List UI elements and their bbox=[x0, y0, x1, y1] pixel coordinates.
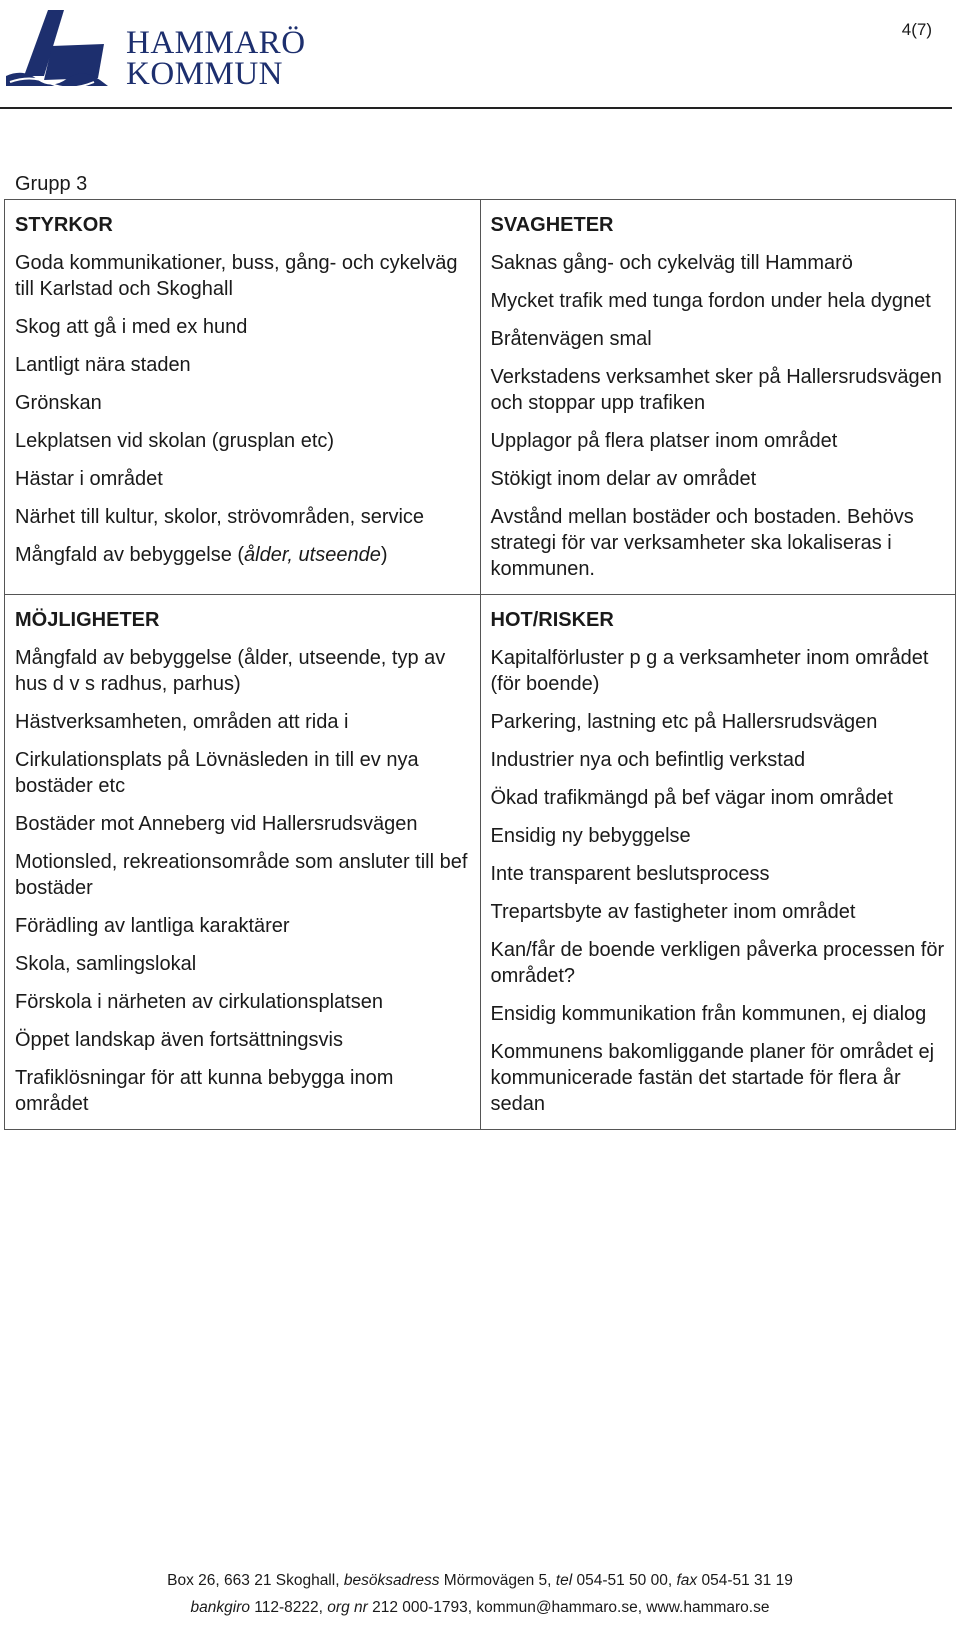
list-item: Parkering, lastning etc på Hallersrudsvägen bbox=[490, 711, 878, 733]
list-item: Verkstadens verksamhet sker på Hallersrudsvägen och stoppar upp trafiken bbox=[490, 366, 942, 414]
strengths-cell bbox=[5, 200, 481, 595]
list-item: Närhet till kultur, skolor, strövområden, service bbox=[15, 506, 425, 528]
list-item: Ökad trafikmängd på bef vägar inom området bbox=[490, 787, 893, 809]
footer-tel-value: 054-51 50 00, bbox=[576, 1572, 673, 1589]
footer-bankgiro-value: 112-8222, bbox=[254, 1599, 323, 1616]
item-italic: ålder, utseende bbox=[244, 544, 381, 566]
footer-bankgiro-label: bankgiro bbox=[190, 1599, 250, 1616]
footer-tel-label: tel bbox=[555, 1572, 573, 1589]
list-item: Mycket trafik med tunga fordon under hela dygnet bbox=[490, 290, 931, 312]
list-item: Trafiklösningar för att kunna bebygga inom området bbox=[15, 1067, 394, 1115]
footer-fax-label: fax bbox=[676, 1572, 698, 1589]
opportunities-cell bbox=[5, 595, 481, 1130]
logo-line-2: KOMMUN bbox=[126, 56, 284, 92]
list-item: Skola, samlingslokal bbox=[15, 953, 197, 975]
swot-table bbox=[4, 199, 956, 1130]
list-item: Kommunens bakomliggande planer för området ej kommunicerade fastän det startade för flera år sedan bbox=[490, 1041, 935, 1115]
list-item: Skog att gå i med ex hund bbox=[15, 316, 248, 338]
list-item: Lekplatsen vid skolan (grusplan etc) bbox=[15, 430, 335, 452]
list-item: Öppet landskap även fortsättningsvis bbox=[15, 1029, 343, 1051]
list-item: Förädling av lantliga karaktärer bbox=[15, 915, 290, 937]
list-item: Grönskan bbox=[15, 392, 102, 414]
weaknesses-cell bbox=[480, 200, 956, 595]
footer-org-value: 212 000-1793, kommun@hammaro.se, www.hammaro.se bbox=[372, 1599, 770, 1616]
footer-visit-label: besöksadress bbox=[343, 1572, 440, 1589]
footer-address-line bbox=[0, 1572, 960, 1590]
threats-cell bbox=[480, 595, 956, 1130]
weaknesses-heading: SVAGHETER bbox=[490, 214, 614, 236]
footer-org-label: org nr bbox=[327, 1599, 368, 1616]
list-item: Ensidig kommunikation från kommunen, ej dialog bbox=[490, 1003, 927, 1025]
header-divider bbox=[0, 107, 952, 109]
logo-mark-icon bbox=[4, 6, 124, 92]
footer-visit-value: Mörmovägen 5, bbox=[443, 1572, 552, 1589]
list-item: Cirkulationsplats på Lövnäsleden in till ev nya bostäder etc bbox=[15, 749, 419, 797]
list-item: Kapitalförluster p g a verksamheter inom området (för boende) bbox=[490, 647, 929, 695]
hammaro-kommun-logo bbox=[4, 6, 304, 92]
list-item: Goda kommunikationer, buss, gång- och cykelväg till Karlstad och Skoghall bbox=[15, 252, 458, 300]
list-item: Hästar i området bbox=[15, 468, 163, 490]
list-item: Lantligt nära staden bbox=[15, 354, 191, 376]
list-item: Förskola i närheten av cirkulationsplatsen bbox=[15, 991, 383, 1013]
list-item: Bostäder mot Anneberg vid Hallersrudsvägen bbox=[15, 813, 418, 835]
footer-bank-line bbox=[0, 1599, 960, 1617]
list-item: Saknas gång- och cykelväg till Hammarö bbox=[490, 252, 853, 274]
strengths-heading: STYRKOR bbox=[15, 214, 113, 236]
list-item bbox=[15, 542, 470, 568]
list-item: Hästverksamheten, områden att rida i bbox=[15, 711, 349, 733]
threats-heading: HOT/RISKER bbox=[490, 609, 614, 631]
opportunities-heading: MÖJLIGHETER bbox=[15, 609, 160, 631]
list-item: Motionsled, rekreationsområde som ansluter till bef bostäder bbox=[15, 851, 468, 899]
list-item: Stökigt inom delar av området bbox=[490, 468, 757, 490]
logo-line-1: HAMMARÖ bbox=[126, 25, 306, 61]
list-item: Inte transparent beslutsprocess bbox=[490, 863, 770, 885]
footer-address: Box 26, 663 21 Skoghall, bbox=[167, 1572, 340, 1589]
item-prefix: Mångfald av bebyggelse ( bbox=[15, 544, 245, 566]
list-item: Upplagor på flera platser inom området bbox=[490, 430, 838, 452]
item-suffix: ) bbox=[380, 544, 388, 566]
list-item: Trepartsbyte av fastigheter inom området bbox=[490, 901, 856, 923]
list-item: Bråtenvägen smal bbox=[490, 328, 652, 350]
list-item: Ensidig ny bebyggelse bbox=[490, 825, 691, 847]
list-item: Mångfald av bebyggelse (ålder, utseende, typ av hus d v s radhus, parhus) bbox=[15, 647, 446, 695]
list-item: Avstånd mellan bostäder och bostaden. Behövs strategi för var verksamheter ska lokaliseras i kommunen. bbox=[490, 506, 914, 580]
page-number: 4(7) bbox=[901, 20, 932, 39]
list-item: Kan/får de boende verkligen påverka processen för området? bbox=[490, 939, 945, 987]
group-title: Grupp 3 bbox=[15, 173, 88, 195]
list-item: Industrier nya och befintlig verkstad bbox=[490, 749, 806, 771]
footer-fax-value: 054-51 31 19 bbox=[701, 1572, 793, 1589]
